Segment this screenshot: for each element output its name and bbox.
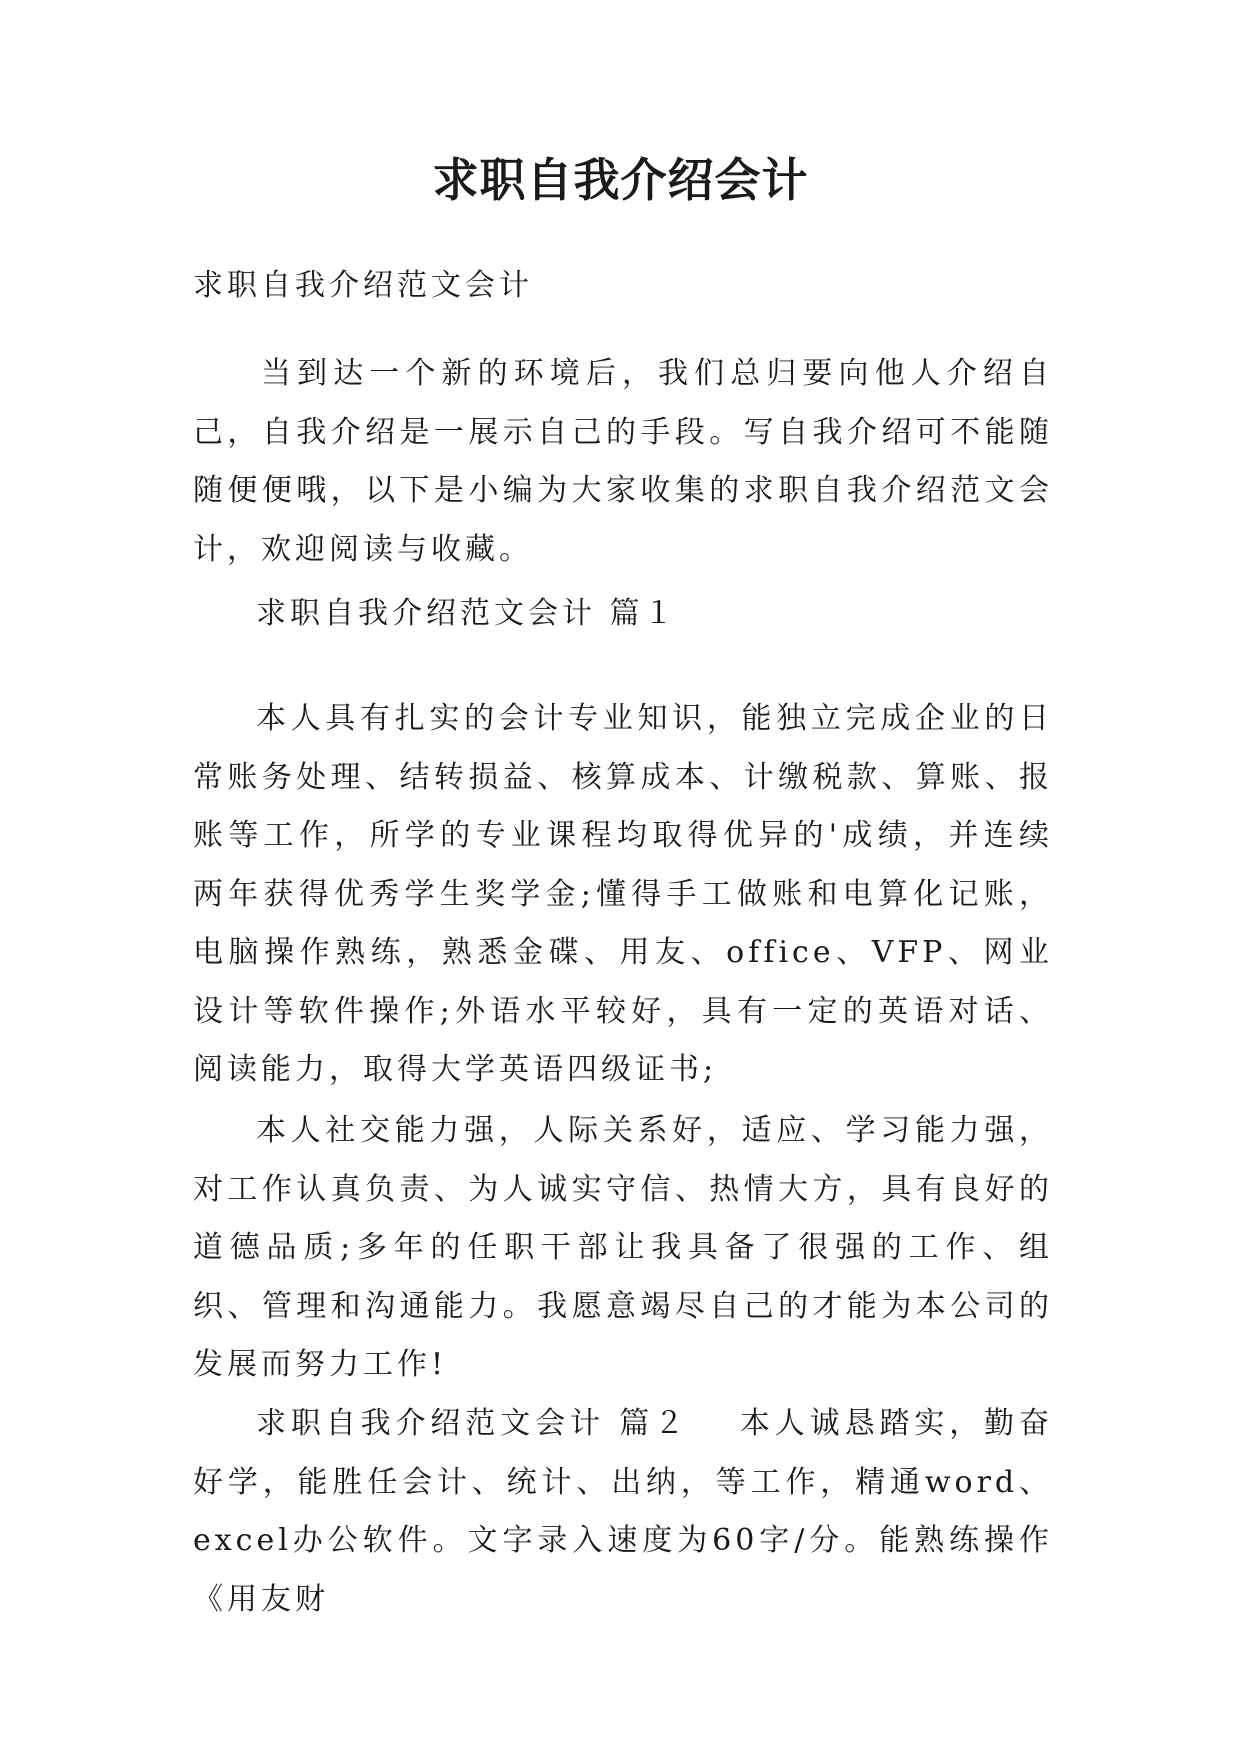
document-title: 求职自我介绍会计 xyxy=(432,153,809,207)
intro-paragraph: 当到达一个新的环境后，我们总归要向他人介绍自己，自我介绍是一展示自己的手段。写自我介绍可不能随随便便哦，以下是小编为大家收集的求职自我介绍范文会计，欢迎阅读与收藏。 xyxy=(193,356,1053,567)
section-1-paragraph-1: 本人具有扎实的会计专业知识，能独立完成企业的日常账务处理、结转损益、核算成本、计缴税款、算账、报账等工作，所学的专业课程均取得优异的'成绩，并连续两年获得优秀学生奖学金;懂得手工做账和电算化记账，电脑操作熟练，熟悉金碟、用友、office、VFP、网业设计等软件操作;外语水平较好，具有一定的英语对话、阅读能力，取得大学英语四级证书; xyxy=(193,701,1053,1087)
section-2-body: 本人诚恳踏实，勤奋好学，能胜任会计、统计、出纳，等工作，精通word、excel办公软件。文字录入速度为60字/分。能熟练操作《用友财 xyxy=(193,1406,1053,1617)
section-2-paragraph xyxy=(193,1395,1053,1629)
section-2-heading: 求职自我介绍范文会计 篇２ xyxy=(256,1406,690,1441)
section-1-paragraph-2: 本人社交能力强，人际关系好，适应、学习能力强，对工作认真负责、为人诚实守信、热情大方，具有良好的道德品质;多年的任职干部让我具备了很强的工作、组织、管理和沟通能力。我愿意竭尽自己的才能为本公司的发展而努力工作! xyxy=(193,1113,1053,1382)
document-subtitle: 求职自我介绍范文会计 xyxy=(193,268,533,303)
section-1-heading: 求职自我介绍范文会计 篇１ xyxy=(256,596,678,631)
